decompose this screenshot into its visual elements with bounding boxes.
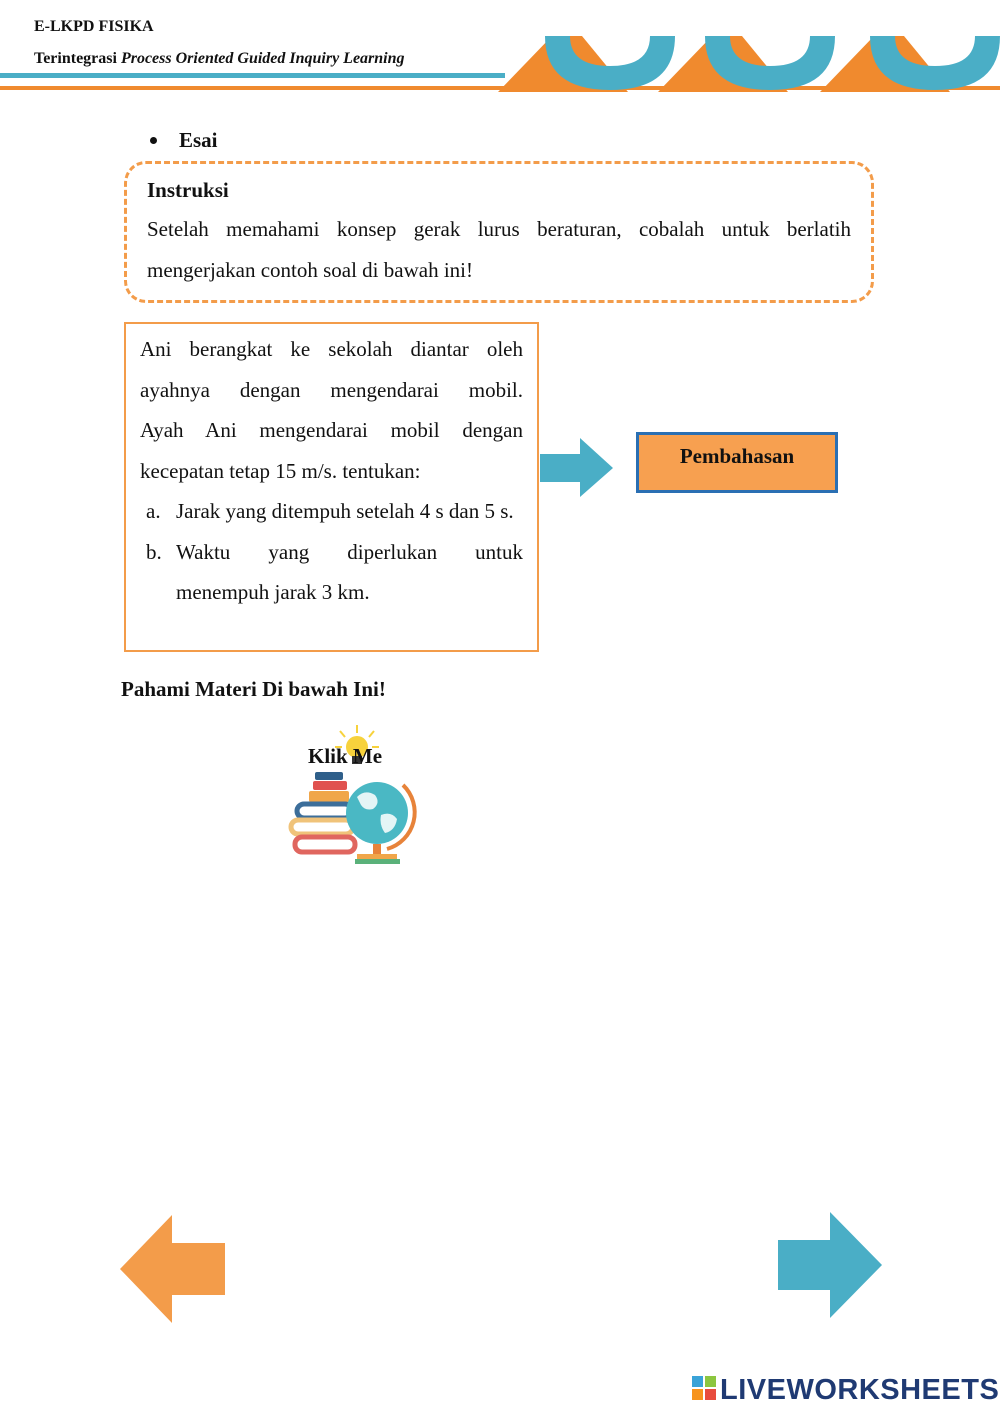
- problem-item-b-marker: b.: [146, 539, 162, 564]
- prev-page-arrow-icon[interactable]: [120, 1215, 228, 1323]
- liveworksheets-text: LIVEWORKSHEETS: [720, 1374, 1000, 1406]
- section-esai-label: Esai: [179, 128, 218, 152]
- liveworksheets-logo-icon: [692, 1376, 716, 1400]
- next-page-arrow-icon[interactable]: [776, 1212, 884, 1320]
- header-blue-line: [0, 73, 505, 78]
- problem-line-3: Ayah Ani mengendarai mobil dengan: [140, 418, 523, 442]
- globe-icon: [346, 782, 415, 864]
- problem-list: [140, 491, 523, 613]
- problem-line-2: ayahnya dengan mengendarai mobil.: [140, 377, 523, 402]
- header-title: E-LKPD FISIKA: [34, 18, 154, 35]
- header-subtitle-italic: Process Oriented Guided Inquiry Learning: [120, 50, 405, 67]
- problem-box: [124, 322, 539, 652]
- problem-line-4: kecepatan tetap 15 m/s. tentukan:: [140, 458, 421, 483]
- problem-line-1: Ani berangkat ke sekolah diantar oleh: [140, 337, 523, 361]
- instruction-box: [124, 161, 874, 303]
- arrow-right-icon: [540, 438, 614, 498]
- header-subtitle-plain: Terintegrasi: [34, 50, 121, 67]
- instruction-text: Setelah memahami konsep gerak lurus beraturan, cobalah untuk berlatih mengerjakan contoh soal di bawah ini!: [147, 217, 851, 282]
- problem-item-a-marker: a.: [146, 499, 161, 523]
- problem-item-a-text: Jarak yang ditempuh setelah 4 s dan 5 s.: [176, 499, 514, 523]
- instruction-title: Instruksi: [147, 178, 229, 202]
- header-wave-decoration: [490, 28, 1000, 92]
- problem-item-a: [140, 491, 523, 532]
- liveworksheets-brand: [692, 1374, 999, 1407]
- header-subtitle: [34, 50, 405, 68]
- klik-me-label[interactable]: Klik Me: [308, 744, 383, 768]
- problem-item-b: [140, 532, 523, 613]
- books-icon: [291, 772, 355, 852]
- problem-item-b-text: Waktu yang diperlukan untuk menempuh jarak 3 km.: [176, 539, 523, 604]
- bullet-dot-icon: [150, 137, 157, 144]
- section-esai: [150, 128, 218, 153]
- pembahasan-button[interactable]: Pembahasan: [636, 432, 838, 493]
- pahami-materi-label: Pahami Materi Di bawah Ini!: [121, 677, 386, 701]
